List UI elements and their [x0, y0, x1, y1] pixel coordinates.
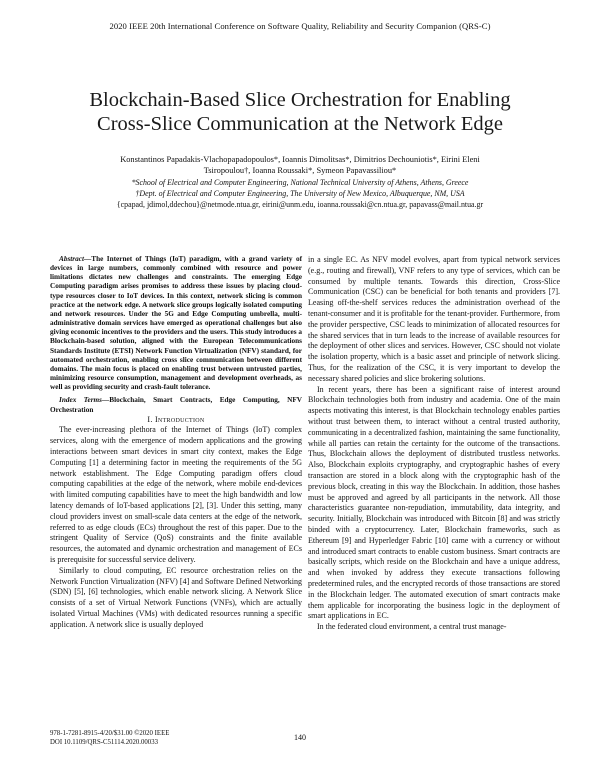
- intro-paragraph-5: In the federated cloud environment, a central trust manage-: [317, 622, 507, 632]
- abstract-text: —The Internet of Things (IoT) paradigm, with a grand variety of devices in large numbers, commonly combined with resource and power limitations dictates new challenges and constraints. The emerging Edge Computing paradigm arises promises to address these issues by placing cloud-type resources closer to IoT devices. In this context, network slicing is common practice at the network edge. A network slice groups logically isolated computing and network resources. Under the 5G and Edge Computing umbrella, multi-administrative domain services have emerged as operational challenges but also giving economic incentives to the providers and the users. This study introduces a Blockchain-based solution, aligned with the European Telecommunications Standards Institute (ETSI) Network Function Virtualization (NFV) standard, for automated orchestration, enabling cross slice communication between different domains. The main focus is placed on enabling trust between untrusted parties, minimizing resource consumption, management and development overheads, as well as providing security and crash-fault tolerance.: [50, 255, 302, 392]
- left-column: [50, 255, 302, 631]
- section-heading-introduction: I. Introduction: [147, 414, 205, 424]
- authors-line-1: Konstantinos Papadakis-Vlachopapadopoulos*, Ioannis Dimolitsas*, Dimitrios Dechouniotis*, Eirini Eleni: [120, 155, 480, 164]
- right-column: [308, 255, 560, 633]
- author-emails: {cpapad, jdimol,ddechou}@netmode.ntua.gr, eirini@unm.edu, ioanna.roussaki@cn.ntua.gr, papavass@mail.ntua.gr: [116, 200, 484, 210]
- footer-isbn: 978-1-7281-8915-4/20/$31.00 ©2020 IEEE: [50, 730, 170, 737]
- affiliation-2: †Dept. of Electrical and Computer Engineering, The University of New Mexico, Albuquerque, NM, USA: [135, 188, 465, 198]
- paper-title: [40, 88, 560, 136]
- author-block: [60, 154, 540, 210]
- index-terms: [50, 396, 302, 414]
- footer-doi: DOI 10.1109/QRS-C51114.2020.00033: [50, 738, 158, 746]
- title-line-1: Blockchain-Based Slice Orchestration for Enabling: [89, 89, 511, 111]
- abstract-lead: Abstract: [59, 255, 84, 263]
- intro-paragraph-1: The ever-increasing plethora of the Internet of Things (IoT) complex services, along with the emergence of modern applications and the growing interactions between smart devices in smart city context, makes the Edge Computing [1] a determining factor in meeting the requirements of the 5G network establishment. The Edge Computing paradigm offers cloud computing capabilities at the edge of the network, where mobile end-devices with limited computing capabilities have to meet the high bandwidth and low latency demands of IoT-based applications [2], [3]. Under this setting, many cloud providers invest on small-scale data centers at the edge of the network, referred to as edge clouds (ECs) throughout the rest of this paper. Due to the stringent Quality of Service (QoS) constraints and the finite available resources, the automated and dynamic orchestration and management of ECs is prerequisite for successful service delivery.: [50, 425, 302, 565]
- authors-line-2: Tsiropoulou†, Ioanna Roussaki*, Symeon Papavassiliou*: [203, 166, 397, 176]
- intro-paragraph-4: In recent years, there has been a significant raise of interest around Blockchain technologies both from industry and academia. One of the main aspects motivating this interest, is that Blockchain technology enables parties without trust between them, to interact without a central trusted authority, communicating in a decentralized fashion, maintaining the same functionality, while all parties can retain the certainty for the outcome of the transactions. Thus, Blockchain allows the deployment of distributed trustless networks. Also, Blockchain exploits cryptography, and cryptographic hashes of every transaction are stored in a block along with the cryptographic hash of the previous block, creating in this way the Blockchain. In addition, those hashes must be approved and agreed by all participants in the network. All those characteristics guarantee non-repudiation, immutability, data integrity, and security. Initially, Blockchain was introduced with Bitcoin [8] and was strictly binded with a cryptocurrency. Later, Blockchain frameworks, such as Ethereum [9] and Hyperledger Fabric [10] came with a currency or without and introduced smart contracts to enable custom business. Smart contracts are basically scripts, which reside on the Blockchain and have a unique address, and when invoked by address they execute transactions following predetermined rules, and the encrypted records of those transactions are stored in the Blockchain ledger. The automated execution of smart contracts make them applicable for incorporating the business logic in the deployment of smart applications in EC.: [308, 384, 560, 621]
- affiliation-1: *School of Electrical and Computer Engineering, National Technical University of Athens, Athens, Greece: [131, 177, 469, 187]
- index-terms-lead: Index Terms: [59, 396, 102, 405]
- intro-paragraph-3: in a single EC. As NFV model evolves, apart from typical network services (e.g., routing and firewall), VNF refers to any type of services, which can be consumed by multiple tenants. Towards this direction, Cross-Slice Communication (CSC) can be beneficial for both tenants and providers [7]. Leasing off-the-shelf services reduces the administration overhead of the tenant-consumer and it is profitable for the tenant-provider. Furthermore, from the provider perspective, CSC leads to minimization of allocated resources for the shared services that in turn leads to the increase of available resources for the deployment of other slices and services. However, CSC should not violate the isolation property, which is a basic asset and principle of network slicing. Thus, for the realization of the CSC, it is very important to develop the necessary shared policies and slice brokering solutions.: [308, 255, 560, 383]
- abstract: [50, 255, 302, 392]
- index-terms-text: —Blockchain, Smart Contracts, Edge Computing, NFV Orchestration: [50, 396, 302, 414]
- intro-paragraph-2: Similarly to cloud computing, EC resource orchestration relies on the Network Function Virtualization (NFV) [4] and Software Defined Networking (SDN) [5], [6] technologies, which enable network slicing. A Network Slice consists of a set of Virtual Network Functions (VNFs), which are actually isolated Virtual Machines (VMs) with dedicated resources running a specific application. A network slice is usually deployed: [50, 565, 302, 629]
- conference-header: 2020 IEEE 20th International Conference on Software Quality, Reliability and Security Companion (QRS-C): [109, 21, 491, 31]
- title-line-2: Cross-Slice Communication at the Network Edge: [97, 113, 503, 135]
- page-number: 140: [294, 733, 306, 742]
